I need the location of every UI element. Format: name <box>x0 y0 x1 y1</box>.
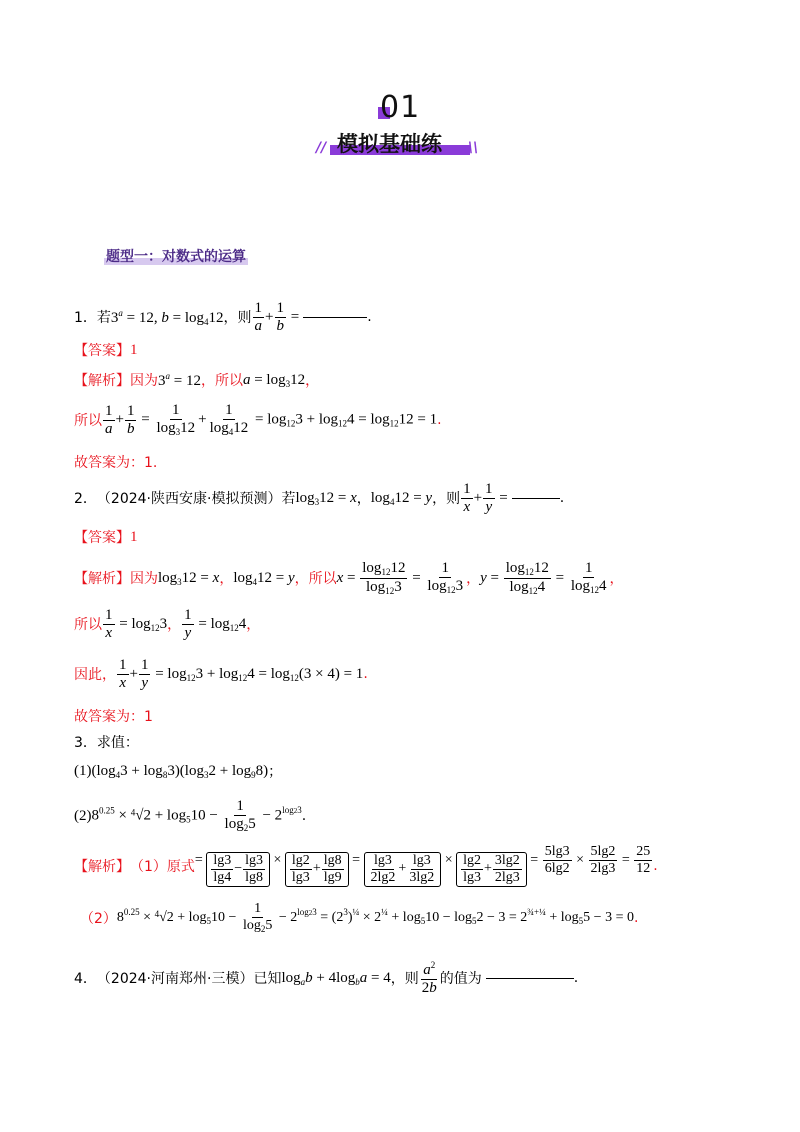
q2-step2: x = $\frac{\log_{12}12}{\log_{12}3}$ = $\frac{1}{\log_{12}3}$ <box>336 559 464 596</box>
q2-condition: $\log_312 = x$ <box>295 489 357 507</box>
q2-answer-value: 1 <box>130 528 138 545</box>
q1-answer-blank <box>303 317 367 318</box>
q1-suoyi: ，所以 <box>200 373 243 389</box>
q1-final: 故答案为：1. <box>74 455 158 471</box>
header-title: 模拟基础练 <box>337 132 442 156</box>
q2-expression: $\frac{1}{x}$ + $\frac{1}{y}$ = <box>463 480 508 515</box>
q1-step3: $\frac{1}{a}$ + $\frac{1}{b}$ = $\frac{1}{\log_312}$ + $\frac{1}{\log_412}$ = $\log_{12}3 + \log_{12}4 = \log_{12}12 = 1$ <box>105 402 438 437</box>
q3-p1-label: (1) <box>74 762 92 779</box>
header-deco-right: \\ <box>468 140 479 156</box>
q2-stem: 2． （2024·陕西安康·模拟预测） 若 $\log_312 = x$ ， $\log_412 = y$ ， 则 $\frac{1}{x}$ + $\frac{1}{y}$ = . <box>74 480 565 515</box>
q3-p1-expr: $(\log_43 + \log_83)(\log_32 + \log_98)$ <box>91 762 269 780</box>
q3-part1-label: （1）原式 <box>130 859 195 875</box>
q2-step5: $\frac{1}{y}$ = $\log_{12}4$ <box>184 606 247 641</box>
q3-number: 3． <box>74 735 97 751</box>
header-deco-left: // <box>316 140 327 156</box>
q1-analysis-line1: 【解析】 因为 $3^a = 12$ ，所以 $a = \log_312$ ， <box>74 370 320 389</box>
q1-analysis-label: 【解析】 <box>74 373 130 389</box>
section-title <box>104 246 248 266</box>
q2-answer-label: 【答案】 <box>74 530 130 546</box>
q3-part2: (2) $8^{0.25} \times ^4√2 + \log_510$ − $\frac{1}{\log_25}$ − $2^{log23}$ . <box>74 798 307 833</box>
q2-analysis-line3: 因此， $\frac{1}{x}$ + $\frac{1}{y}$ = $\log_{12}3 + \log_{12}4 = \log_{12}(3 \times 4) = 1$ . <box>74 656 368 691</box>
q1-number: 1． <box>74 310 97 326</box>
q3-prompt: 求值： <box>96 735 139 751</box>
q2-step1: $\log_312 = x$ <box>158 569 220 587</box>
q2-analysis-line1: 【解析】 因为 $\log_312 = x$ ， $\log_412 = y$ ，所以 x = $\frac{\log_{12}12}{\log_{12}3}$ = $\frac{1}{\log_{12}3}$ ， y = $\frac{\log_{12}12}{\log_{12}4}$ = $\frac{1}{\log_{12}4}$ ， <box>74 559 624 596</box>
q3-p2-expr: $8^{0.25} \times ^4√2 + \log_510$ − $\frac{1}{\log_25}$ − $2^{log23}$ <box>91 798 302 833</box>
q1-answer-value: 1 <box>130 341 138 358</box>
q1-analysis-line2: 所以 $\frac{1}{a}$ + $\frac{1}{b}$ = $\frac{1}{\log_312}$ + $\frac{1}{\log_412}$ = $\log_{12}3 + \log_{12}4 = \log_{12}12 = 1$ . <box>74 402 442 437</box>
q3-stem <box>74 732 139 752</box>
q4-source: （2024·河南郑州·三模） <box>96 971 254 987</box>
q4-expression: $\frac{a^2}{2b}$ <box>421 959 437 996</box>
q4-number: 4． <box>74 971 97 987</box>
q1-stem <box>74 300 372 334</box>
q2-ruo: 若 <box>281 491 296 507</box>
q4-answer-blank <box>486 978 574 979</box>
q2-answer <box>74 527 138 547</box>
q2-yinwei: 因为 <box>130 571 158 587</box>
q1-ze: 则 <box>237 310 252 326</box>
q1-step2: $a = \log_312$ <box>242 371 306 389</box>
q2-yinci: 因此， <box>74 667 116 683</box>
header-number: 01 <box>380 90 421 125</box>
q1-step1: $3^a = 12$ <box>158 370 201 389</box>
q1-condition: $3^a = 12$, $b = \log_412$ <box>110 307 224 327</box>
q1-answer <box>74 340 138 360</box>
q1-suoyi2: 所以 <box>74 413 102 429</box>
q1-expression: $\frac{1}{a}$ + $\frac{1}{b}$ = <box>254 299 300 334</box>
q1-ruo: 若 <box>96 310 111 326</box>
q2-analysis-label: 【解析】 <box>74 571 130 587</box>
q1-end: . <box>367 309 372 325</box>
q3-analysis-line1: 【解析】 （1）原式 = $\frac{\lg 3}{\lg 4}$ − $\frac{\lg 3}{\lg 8}$ × $\frac{\lg 2}{\lg 3}$ + $\frac{\lg 8}{\lg 9}$ = $\frac{\lg 3}{2\lg 2}$ + $\frac{\lg 3}{3\lg 2}$ × $\frac{\lg 2}{\lg 3}$ + $\frac{3\lg 2}{2\lg 3}$ = $\frac{5\lg 3}{6\lg 2}$ × $\frac{5\lg 2}{2\lg 3}$ = $\frac{25}{12}$ . <box>74 844 658 885</box>
q4-condition: $\log_ab + 4\log_ba = 4$ <box>281 969 391 987</box>
q3-part2-label: （2） <box>80 911 117 927</box>
q4-stem: 4． （2024·河南郑州·三模） 已知 $\log_ab + 4\log_ba = 4$ ，则 $\frac{a^2}{2b}$ 的值为 . <box>74 959 579 996</box>
header-block <box>0 90 800 170</box>
q3-analysis-label: 【解析】 <box>74 859 130 875</box>
q3-solution2: $8^{0.25} \times ^4√2 + \log_510$ − $\frac{1}{\log_25}$ − $2^{log23} = (2^3)^{\frac{1}{4}} \times 2^{\frac{1}{4}} + \log_510 - \log_52 - 3 = 2^{\frac{3}{4}+\frac{1}{4}} + \log_55 - 3 = 0$ <box>116 901 634 934</box>
q4-dezhi: 的值为 <box>439 971 482 987</box>
q1-yinwei: 因为 <box>130 373 158 389</box>
q2-final: 故答案为：1 <box>74 709 153 725</box>
section-title-text: 题型一：对数式的运算 <box>106 249 246 265</box>
q2-step6: $\frac{1}{x}$ + $\frac{1}{y}$ = $\log_{12}3 + \log_{12}4 = \log_{12}(3 \times 4) = 1$ <box>119 656 364 691</box>
q2-suoyi: ，所以 <box>294 571 337 587</box>
q2-suoyi2: 所以 <box>74 617 102 633</box>
q1-comma: ， <box>223 310 238 326</box>
q2-step1b: $\log_412 = y$ <box>233 569 295 587</box>
q3-part1: (1) $(\log_43 + \log_83)(\log_32 + \log_98)$ ； <box>74 762 283 780</box>
q2-condition2: $\log_412 = y$ <box>370 489 433 507</box>
q2-source: （2024·陕西安康·模拟预测） <box>96 491 282 507</box>
q3-solution1: = $\frac{\lg 3}{\lg 4}$ − $\frac{\lg 3}{\lg 8}$ × $\frac{\lg 2}{\lg 3}$ + $\frac{\lg 8}{\lg 9}$ = $\frac{\lg 3}{2\lg 2}$ + $\frac{\lg 3}{3\lg 2}$ × $\frac{\lg 2}{\lg 3}$ + $\frac{3\lg 2}{2\lg 3}$ = $\frac{5\lg 3}{6\lg 2}$ × $\frac{5\lg 2}{2\lg 3}$ = $\frac{25}{12}$ <box>194 844 651 885</box>
q4-yizhi: 已知 <box>253 971 282 987</box>
q2-analysis-line2: 所以 $\frac{1}{x}$ = $\log_{12}3$ ， $\frac{1}{y}$ = $\log_{12}4$ ， <box>74 606 261 641</box>
q2-answer-blank <box>512 498 560 499</box>
q3-p2-label: (2) <box>74 807 92 824</box>
q2-step4: $\frac{1}{x}$ = $\log_{12}3$ <box>105 606 168 641</box>
q4-ze: ，则 <box>390 971 419 987</box>
q2-step3: y = $\frac{\log_{12}12}{\log_{12}4}$ = $\frac{1}{\log_{12}4}$ <box>480 559 607 596</box>
q3-analysis-line2: （2） $8^{0.25} \times ^4√2 + \log_510$ − $\frac{1}{\log_25}$ − $2^{log23} = (2^3)^{\frac{1}{4}} \times 2^{\frac{1}{4}} + \log_510 - \log_52 - 3 = 2^{\frac{3}{4}+\frac{1}{4}} + \log_55 - 3 = 0$ . <box>80 901 639 934</box>
q2-number: 2． <box>74 491 97 507</box>
q1-answer-label: 【答案】 <box>74 343 130 359</box>
q2-ze: 则 <box>446 491 461 507</box>
